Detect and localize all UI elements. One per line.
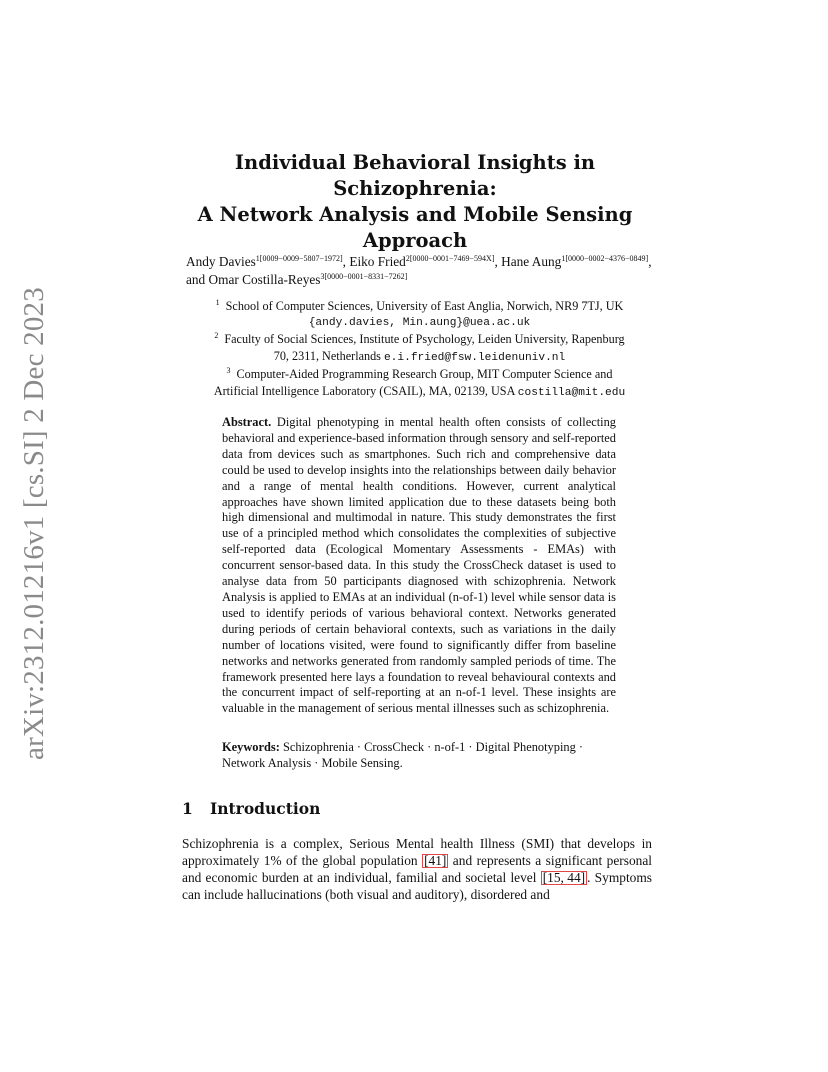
intro-text: . Symptoms can include hallucinations (both visual and auditory), disordered and (182, 870, 652, 903)
title-line-1: Individual Behavioral Insights in Schizophrenia: (234, 151, 596, 200)
affiliation-1 (182, 298, 657, 331)
affiliation-email: e.i.fried@fsw.leidenuniv.nl (383, 351, 566, 364)
abstract-label: Abstract. (222, 415, 272, 429)
intro-text: and represents a significant personal and economic burden at an individual, familial and societal level (182, 853, 652, 886)
title-line-3: Approach (362, 229, 468, 252)
author-orcid: 3[0000−0001−8331−7262] (320, 272, 408, 281)
author-name: Eiko Fried (349, 254, 406, 269)
affiliation-2 (182, 331, 657, 366)
intro-text: Schizophrenia is a complex, Serious Mental health Illness (SMI) that develops in approximately 1% of the global population (182, 836, 652, 869)
affiliation-text-continued: 70, 2311, Netherlands (273, 348, 381, 363)
section-number: 1 (182, 799, 193, 818)
author-list: Andy Davies$^{1[0009-0009-5807-1972]}$, Eiko Fried$^{2[0000-0001-7469-594X]}$, Hane Aung$^{1[0000-0002-4376-0849]}$, and Omar Costilla-Reyes$^{3[0000-0001-8331-7262]}$ (186, 254, 652, 287)
author-name: Hane Aung (501, 254, 562, 269)
affiliation-text: Faculty of Social Sciences, Institute of Psychology, Leiden University, Rapenburg (224, 332, 625, 346)
section-heading-introduction (182, 799, 662, 819)
keywords-text: Schizophrenia · CrossCheck · n-of-1 · Digital Phenotyping · Network Analysis · Mobile Sensing. (222, 740, 584, 770)
abstract-text: Digital phenotyping in mental health often consists of collecting behavioral and experience-based information through sensory and self-reported data from devices such as smartphones. Such rich and comprehensive data could be used to develop insights into the relationships between daily behavior and a range of mental health conditions. However, current analytical approaches have shown limited application due to these datasets being both high dimensional and multimodal in nature. This study demonstrates the first use of a principled method which consolidates the complexities of subjective self-reported data (Ecological Momentary Assessments - EMAs) with concurrent sensor-based data. In this study the CrossCheck dataset is used to analyse data from 50 participants diagnosed with schizophrenia. Network Analysis is applied to EMAs at an individual (n-of-1) level while sensor data is used to identify periods of various behavioral context. Networks generated during periods of certain behavioral contexts, such as variations in the daily number of locations visited, were found to significantly differ from baseline networks and networks generated from randomly sampled periods of time. The framework presented here lays a foundation to reveal behavioural contexts and the concurrent impact of self-reporting at an n-of-1 level. These insights are valuable in the management of serious mental illnesses such as schizophrenia. (222, 415, 616, 716)
keywords (222, 740, 616, 772)
author-name: Omar Costilla-Reyes (208, 272, 321, 287)
citation-link[interactable]: [41] (424, 853, 447, 869)
affiliation-3 (182, 366, 657, 401)
arxiv-identifier-stamp: arXiv:2312.01216v1 [cs.SI] 2 Dec 2023 (18, 287, 50, 760)
affiliation-text: Computer-Aided Programming Research Group, MIT Computer Science and (236, 367, 613, 381)
introduction-paragraph (182, 835, 652, 903)
affiliation-text-continued: Artificial Intelligence Laboratory (CSAIL), MA, 02139, USA (213, 383, 515, 398)
affiliation-email: {andy.davies, Min.aung}@uea.ac.uk (308, 316, 531, 329)
affiliations (182, 298, 657, 401)
author-separator: , and (186, 254, 652, 287)
author-orcid: 2[0000−0001−7469−594X] (405, 254, 495, 263)
section-title: Introduction (210, 799, 321, 818)
citation-link[interactable]: [15, 44] (542, 870, 586, 886)
author-orcid: 1[0000−0002−4376−0849] (561, 254, 649, 263)
affiliation-text: School of Computer Sciences, University of East Anglia, Norwich, NR9 7TJ, UK (225, 299, 624, 313)
title-line-2: A Network Analysis and Mobile Sensing (197, 203, 633, 226)
affiliation-number: 2 (214, 331, 219, 340)
paper-title (150, 150, 680, 254)
affiliation-number: 1 (215, 298, 220, 307)
affiliation-email: costilla@mit.edu (517, 386, 626, 399)
affiliation-number: 3 (226, 366, 231, 375)
abstract (222, 415, 616, 717)
author-name: Andy Davies (186, 254, 256, 269)
keywords-label: Keywords: (222, 740, 280, 754)
author-orcid: 1[0009−0009−5807−1972] (255, 254, 343, 263)
